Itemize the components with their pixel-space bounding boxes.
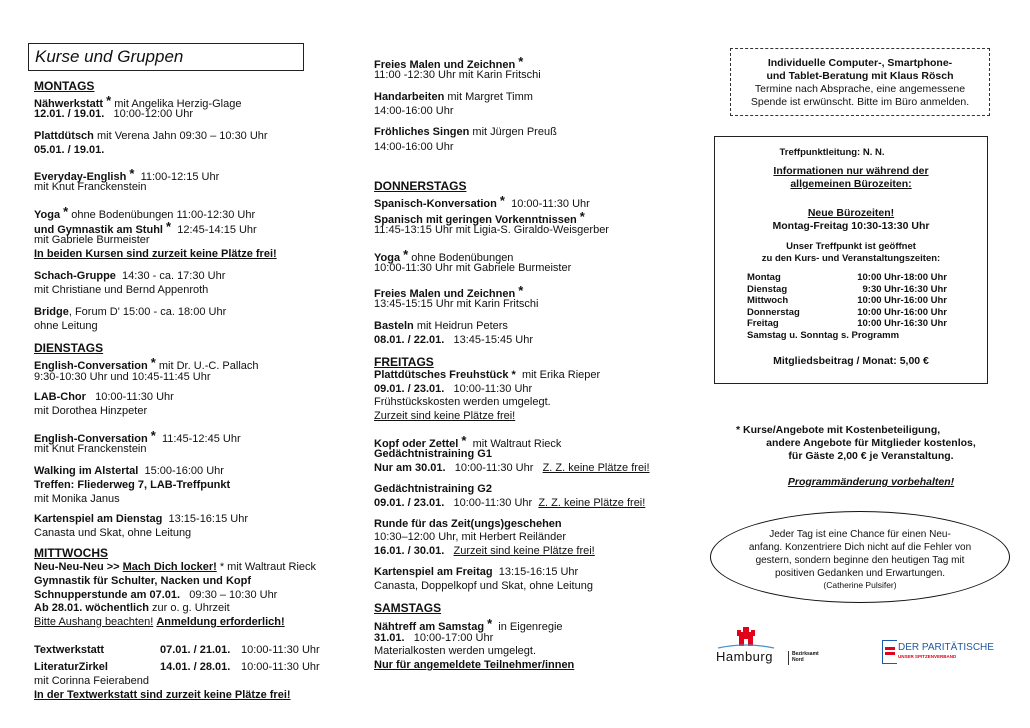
quote-line: Jeder Tag ist eine Chance für einen Neu- xyxy=(769,529,951,540)
course-time: 11:00 -12:30 Uhr mit Karin Fritschi xyxy=(374,69,541,81)
hours-time: 10:00 Uhr-16:00 Uhr xyxy=(857,295,947,306)
course-leader: mit Knut Franckenstein xyxy=(34,443,147,455)
course-time: 10:00-17:00 Uhr xyxy=(413,632,494,644)
course-time: 10:00-11:30 Uhr xyxy=(241,644,320,656)
membership-fee: Mitgliedsbeitrag / Monat: 5,00 € xyxy=(773,355,929,367)
course-leader: * mit Waltraut Rieck xyxy=(219,561,317,573)
hours-row xyxy=(747,295,947,307)
paritaetische-logo xyxy=(882,640,992,664)
course-title: Fröhliches Singen xyxy=(374,126,470,138)
course-leader: mit Jürgen Preuß xyxy=(472,126,557,138)
course-title: Gedächtnistraining G2 xyxy=(374,483,492,495)
availability-notice: Z. Z. keine Plätze frei! xyxy=(542,462,650,474)
course-title: LAB-Chor xyxy=(34,391,86,403)
course-time: 10:30–12:00 Uhr, mit Herbert Reiländer xyxy=(374,531,566,543)
cost-marker: * xyxy=(518,283,524,298)
course-info: ohne Bodenübungen 11:00-12:30 Uhr xyxy=(71,209,256,221)
consulting-title: und Tablet-Beratung mit Klaus Rösch xyxy=(766,70,954,82)
quote-line: positiven Gedanken und Erwartungen. xyxy=(774,568,946,579)
course-info: Canasta und Skat, ohne Leitung xyxy=(34,527,192,539)
availability-notice: Z. Z. keine Plätze frei! xyxy=(538,497,646,509)
cost-marker: * xyxy=(518,54,524,69)
hours-weekend: Samstag u. Sonntag s. Programm xyxy=(747,329,900,341)
course-dates: 31.01. xyxy=(374,632,405,644)
course-time: 10:00-12:00 Uhr xyxy=(113,108,194,120)
availability-notice: Zurzeit sind keine Plätze frei! xyxy=(374,410,516,422)
course-dates: 05.01. / 19.01. xyxy=(34,144,105,156)
course-info: zur o. g. Uhrzeit xyxy=(151,602,230,614)
course-leader: mit Heidrun Peters xyxy=(416,320,508,332)
course-title: Plattdütsch xyxy=(34,130,94,142)
availability-notice: Zurzeit sind keine Plätze frei! xyxy=(453,545,595,557)
course-leader: mit Knut Franckenstein xyxy=(34,181,147,193)
course-time: 14:00-16:00 Uhr xyxy=(374,141,454,153)
day-heading-freitags: FREITAGS xyxy=(374,355,434,369)
course-info: ohne Bodenübungen xyxy=(411,252,514,264)
course-title: Freies Malen und Zeichnen xyxy=(374,59,516,71)
hours-day: Freitag xyxy=(747,318,779,329)
course-title: Mach Dich locker! xyxy=(122,561,217,573)
course-time: 15:00-16:00 Uhr xyxy=(144,465,224,477)
cost-marker: * xyxy=(461,433,467,448)
availability-notice: In beiden Kursen sind zurzeit keine Plätze frei! xyxy=(34,248,277,260)
paritaetische-wordmark: DER PARITÄTISCHE xyxy=(898,642,994,653)
course-time: 13:15-16:15 Uhr xyxy=(498,566,579,578)
course-title: Schach-Gruppe xyxy=(34,270,116,282)
course-subtitle: Gymnastik für Schulter, Nacken und Kopf xyxy=(34,575,251,587)
course-time: 14:30 - ca. 17:30 Uhr xyxy=(122,270,226,282)
course-time: 10:00-11:30 Uhr xyxy=(453,383,533,395)
cost-marker: * xyxy=(129,166,135,181)
course-title: English-Conversation xyxy=(34,433,148,445)
new-office-hours-heading: Neue Bürozeiten! xyxy=(807,207,895,219)
cost-marker: * xyxy=(487,616,493,631)
course-time: 10:00-11:30 Uhr xyxy=(453,497,533,509)
course-leader: mit Angelika Herzig-Glage xyxy=(114,98,242,110)
course-tag: Neu-Neu-Neu >> xyxy=(34,561,120,573)
course-title: und Gymnastik am Stuhl xyxy=(34,224,163,236)
course-time: 11:45-12:45 Uhr xyxy=(161,433,241,445)
cost-marker: * xyxy=(150,428,156,443)
course-time: 09:30 – 10:30 Uhr xyxy=(189,589,278,601)
course-time: 10:00-11:30 Uhr xyxy=(95,391,174,403)
course-time: 10:00-11:30 Uhr mit Gabriele Burmeister xyxy=(374,262,572,274)
hours-row xyxy=(747,330,947,342)
hours-day: Montag xyxy=(747,272,781,283)
hamburg-district: Bezirksamt xyxy=(792,651,819,657)
footnote-line: * Kurse/Angebote mit Kostenbeteiligung, xyxy=(736,424,941,436)
course-title: Bridge xyxy=(34,306,69,318)
hours-day: Dienstag xyxy=(747,283,788,295)
course-title: Nähwerkstatt xyxy=(34,98,104,110)
course-time: 12:45-14:15 Uhr xyxy=(177,224,257,236)
course-title: English-Conversation xyxy=(34,360,148,372)
course-time: 10:00-11:30 Uhr xyxy=(511,198,590,210)
title-box xyxy=(28,43,304,71)
course-leader: mit Gabriele Burmeister xyxy=(34,234,150,246)
day-heading-montags: MONTAGS xyxy=(34,79,95,93)
hamburg-wordmark: Hamburg xyxy=(716,649,773,664)
hamburg-district: Nord xyxy=(792,657,804,663)
course-dates: 09.01. / 23.01. xyxy=(374,383,445,395)
hours-row xyxy=(747,284,947,296)
course-title: Kartenspiel am Freitag xyxy=(374,566,493,578)
course-dates: Ab 28.01. wöchentlich xyxy=(34,602,149,614)
office-info-box xyxy=(714,136,988,384)
course-meeting-point: Treffen: Fliederweg 7, LAB-Treffpunkt xyxy=(34,479,231,491)
course-title: Plattdütsches Freuhstück * xyxy=(374,369,516,381)
registration-notice: Nur für angemeldete Teilnehmer/innen xyxy=(374,659,575,671)
hours-day: Mittwoch xyxy=(747,295,789,306)
course-title: Yoga xyxy=(374,252,401,264)
hours-day: Donnerstag xyxy=(747,306,800,318)
cost-marker: * xyxy=(499,193,505,208)
course-time: 10:00-11:30 Uhr xyxy=(454,462,534,474)
course-info: mit Verena Jahn 09:30 – 10:30 Uhr xyxy=(96,130,268,142)
course-time: 11:00-12:15 Uhr xyxy=(140,171,220,183)
course-time: 14:00-16:00 Uhr xyxy=(374,105,454,117)
program-change-notice: Programmänderung vorbehalten! xyxy=(787,476,955,488)
consulting-text: Termine nach Absprache, eine angemessene xyxy=(754,83,966,95)
day-heading-donnerstags: DONNERSTAGS xyxy=(374,179,467,193)
cost-marker: * xyxy=(166,219,172,234)
availability-notice: In der Textwerkstatt sind zurzeit keine Plätze frei! xyxy=(34,689,291,701)
course-title: Spanisch mit geringen Vorkenntnissen xyxy=(374,214,577,226)
hours-time: 10:00 Uhr-16:30 Uhr xyxy=(857,318,947,329)
hours-row xyxy=(747,272,947,284)
day-heading-samstags: SAMSTAGS xyxy=(374,601,442,615)
course-leader: mit Erika Rieper xyxy=(521,369,601,381)
course-time: 9:30-10:30 Uhr und 10:45-11:45 Uhr xyxy=(34,371,211,383)
course-title: Runde für das Zeit(ungs)geschehen xyxy=(374,518,562,530)
new-office-hours: Montag-Freitag 10:30-13:30 Uhr xyxy=(772,220,930,232)
course-dates: Nur am 30.01. xyxy=(374,462,446,474)
notice: Bitte Aushang beachten! xyxy=(34,616,154,628)
course-time: 13:15-16:15 Uhr xyxy=(168,513,248,525)
course-info: Materialkosten werden umgelegt. xyxy=(374,645,537,657)
footnote-line: andere Angebote für Mitglieder kostenlos, xyxy=(766,437,976,449)
course-dates: Schnupperstunde am 07.01. xyxy=(34,589,181,601)
page-title: Kurse und Gruppen xyxy=(35,47,184,66)
hamburg-logo xyxy=(716,626,819,670)
opening-hours-table xyxy=(747,272,947,341)
course-leader: mit Corinna Feierabend xyxy=(34,675,149,687)
course-info: Canasta, Doppelkopf und Skat, ohne Leitung xyxy=(374,580,593,592)
course-time: 13:45-15:15 Uhr mit Karin Fritschi xyxy=(374,298,539,310)
cost-marker: * xyxy=(403,247,409,262)
quote-author: (Catherine Pulsifer) xyxy=(823,580,897,590)
opening-label: zu den Kurs- und Veranstaltungszeiten: xyxy=(761,253,941,264)
hamburg-castle-icon xyxy=(716,626,776,650)
footnote-line: für Gäste 2,00 € je Veranstaltung. xyxy=(788,450,954,462)
course-leader: mit Monika Janus xyxy=(34,493,120,505)
cost-marker: * xyxy=(106,93,112,108)
hours-time: 10:00 Uhr-16:00 Uhr xyxy=(857,306,947,318)
course-time: 10:00-11:30 Uhr xyxy=(241,661,320,673)
day-heading-mittwochs: MITTWOCHS xyxy=(34,546,108,560)
course-dates: 07.01. / 21.01. xyxy=(160,644,231,656)
course-leader: mit Waltraut Rieck xyxy=(472,438,562,450)
day-heading-dienstags: DIENSTAGS xyxy=(34,341,104,355)
course-subtitle: Gedächtnistraining G1 xyxy=(374,448,492,460)
computer-consulting-box xyxy=(730,48,990,116)
info-heading: Informationen nur während der xyxy=(773,165,929,177)
course-dates: 09.01. / 23.01. xyxy=(374,497,445,509)
info-heading: allgemeinen Bürozeiten: xyxy=(790,178,912,190)
course-title: Nähtreff am Samstag xyxy=(374,621,485,633)
cost-footnote xyxy=(736,424,1006,489)
course-info: in Eigenregie xyxy=(498,621,563,633)
quote-ellipse xyxy=(710,511,1010,603)
course-title: Everyday-English xyxy=(34,171,127,183)
cost-marker: * xyxy=(63,204,69,219)
course-leader: mit Christiane und Bernd Appenroth xyxy=(34,284,209,296)
cost-marker: * xyxy=(150,355,156,370)
course-dates: 08.01. / 22.01. xyxy=(374,334,445,346)
paritaetische-mark-icon xyxy=(885,647,895,650)
course-dates: 16.01. / 30.01. xyxy=(374,545,445,557)
course-title: Kartenspiel am Dienstag xyxy=(34,513,163,525)
hours-row xyxy=(747,318,947,330)
quote-line: anfang. Konzentriere Dich nicht auf die Fehler von xyxy=(748,542,972,553)
course-title: Textwerkstatt xyxy=(34,644,105,656)
course-info: Frühstückskosten werden umgelegt. xyxy=(374,396,551,408)
course-title: Freies Malen und Zeichnen xyxy=(374,288,516,300)
course-time: 11:45-13:15 Uhr mit Ligia-S. Giraldo-Weisgerber xyxy=(374,224,609,236)
course-info: , Forum D' 15:00 - ca. 18:00 Uhr xyxy=(68,306,227,318)
opening-label: Unser Treffpunkt ist geöffnet xyxy=(786,241,916,252)
course-title: Yoga xyxy=(34,209,61,221)
course-title: Basteln xyxy=(374,320,414,332)
course-title: LiteraturZirkel xyxy=(34,661,108,673)
course-title: Handarbeiten xyxy=(374,91,445,103)
hours-time: 9:30 Uhr-16:30 Uhr xyxy=(862,283,947,295)
course-dates: 12.01. / 19.01. xyxy=(34,108,105,120)
hours-row xyxy=(747,307,947,319)
course-title: Walking im Alstertal xyxy=(34,465,139,477)
management-label: Treffpunktleitung: N. N. xyxy=(779,147,885,158)
paritaetische-tagline: UNSER SPITZENVERBAND xyxy=(898,654,957,659)
course-leader: mit Dorothea Hinzpeter xyxy=(34,405,148,417)
hours-time: 10:00 Uhr-18:00 Uhr xyxy=(857,272,947,283)
consulting-title: Individuelle Computer-, Smartphone- xyxy=(767,57,953,69)
cost-marker: * xyxy=(579,209,585,224)
course-leader: ohne Leitung xyxy=(34,320,98,332)
consulting-text: Spende ist erwünscht. Bitte im Büro anmelden. xyxy=(750,96,970,108)
course-leader: mit Dr. U.-C. Pallach xyxy=(158,360,259,372)
course-time: 13:45-15:45 Uhr xyxy=(453,334,534,346)
course-leader: mit Margret Timm xyxy=(447,91,533,103)
course-dates: 14.01. / 28.01. xyxy=(160,661,231,673)
registration-notice: Anmeldung erforderlich! xyxy=(156,616,285,628)
course-title: Spanisch-Konversation xyxy=(374,198,497,210)
quote-line: gestern, sondern beginne den heutigen Tag mit xyxy=(755,555,965,566)
course-title: Kopf oder Zettel xyxy=(374,438,459,450)
